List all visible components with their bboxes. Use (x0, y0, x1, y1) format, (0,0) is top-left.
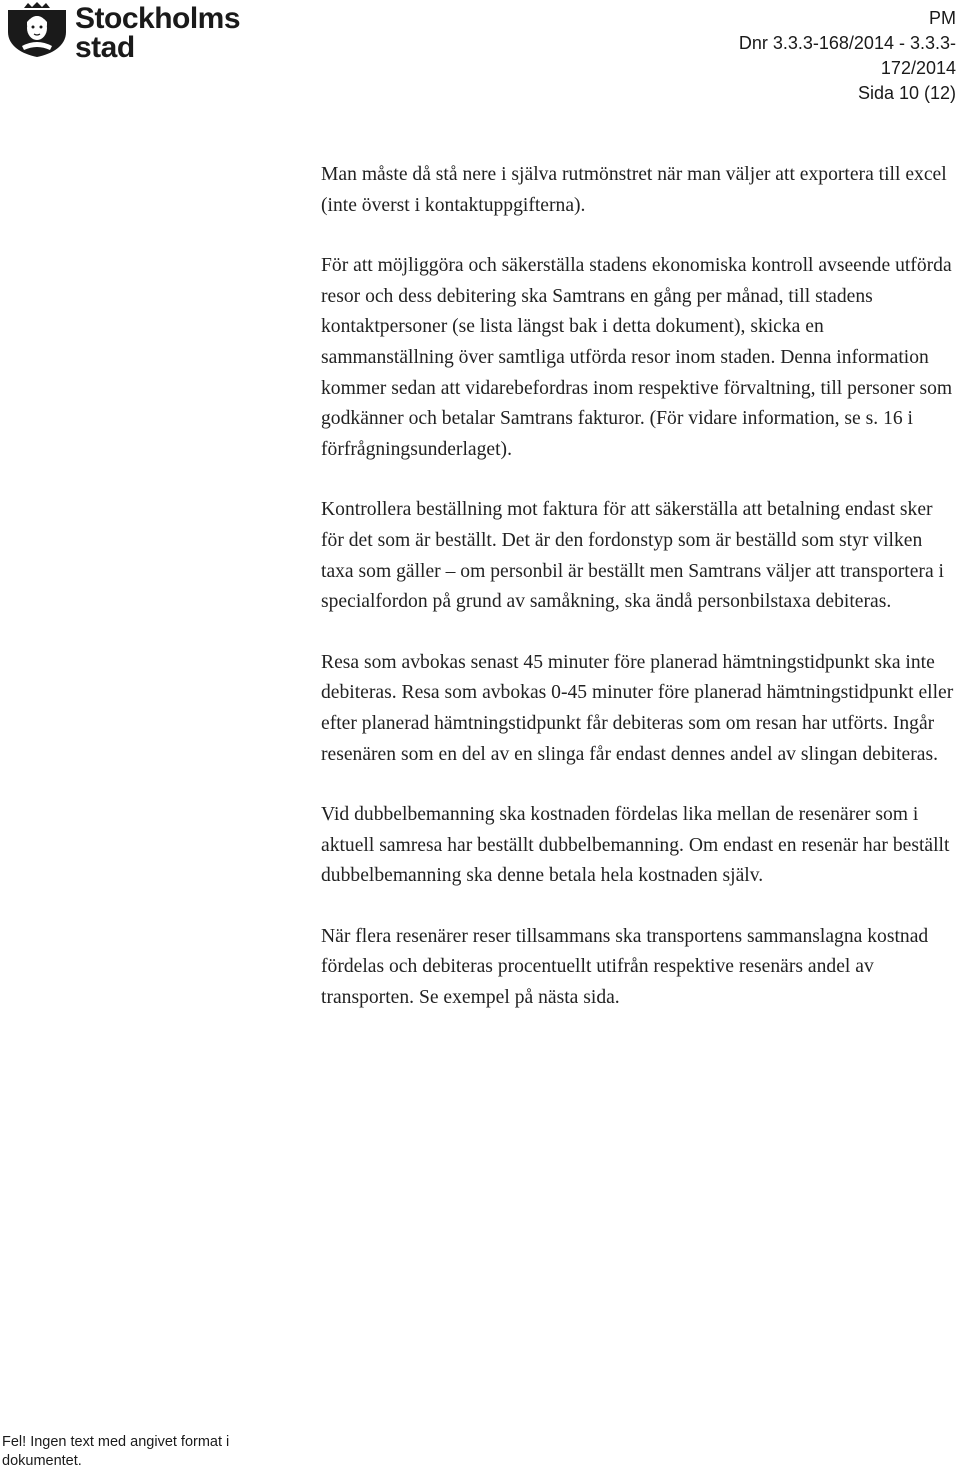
header-dnr-line-1: Dnr 3.3.3-168/2014 - 3.3.3- (738, 33, 956, 53)
header-dnr-line-2: 172/2014 (880, 58, 956, 78)
paragraph-5: Vid dubbelbemanning ska kostnaden fördelas lika mellan de resenärer som i aktuell samresa har beställt dubbelbemanning. Om endast en resenär har beställt dubbelbemanning ska denne betala hela kostnaden själv. (321, 804, 950, 887)
coat-of-arms-icon (4, 2, 70, 58)
header-page-number: Sida 10 (12) (857, 83, 956, 103)
paragraph-4: Resa som avbokas senast 45 minuter före planerad hämtningstidpunkt ska inte debiteras. Resa som avbokas 0-45 minuter före planerad hämtningstidpunkt eller efter planerad hämtningstidpunkt får debiteras som om resan har utförts. Ingår resenären som en del av en slinga får endast dennes andel av slingan debiteras. (321, 651, 954, 765)
footer-error-text: Fel! Ingen text med angivet format i dokumentet. (2, 1434, 230, 1469)
paragraph-3: Kontrollera beställning mot faktura för att säkerställa att betalning endast sker för det som är beställt. Det är den fordonstyp som är beställd som styr vilken taxa som gäller – om personbil är beställt men Samtrans väljer att transportera i specialfordon på grund av samåkning, ska ändå personbilstaxa debiteras. (321, 499, 945, 613)
document-body (321, 160, 957, 1044)
document-header-info (696, 6, 956, 106)
paragraph-6: När flera resenärer reser tillsammans ska transportens sammanslagna kostnad fördelas och debiteras procentuellt utifrån respektive resenärs andel av transporten. Se exempel på nästa sida. (321, 925, 929, 1009)
paragraph-2: För att möjliggöra och säkerställa stadens ekonomiska kontroll avseende utförda resor och dess debitering ska Samtrans en gång per månad, till stadens kontaktpersoner (se lista längst bak i detta dokument), skicka en sammanställning över samtliga utförda resor inom staden. Denna information kommer sedan att vidarebefordras inom respektive förvaltning, till personer som godkänner och betalar Samtrans fakturor. (För vidare information, se s. 16 i förfrågningsunderlaget). (321, 255, 953, 460)
paragraph-1: Man måste då stå nere i själva rutmönstret när man väljer att exportera till excel (inte överst i kontaktuppgifterna). (321, 164, 947, 216)
header-time: PM (929, 8, 956, 28)
stockholms-stad-logo (0, 0, 240, 62)
logo-line-1: Stockholms (75, 2, 241, 35)
logo-line-2: stad (75, 31, 135, 64)
logo-wordmark (75, 4, 240, 62)
